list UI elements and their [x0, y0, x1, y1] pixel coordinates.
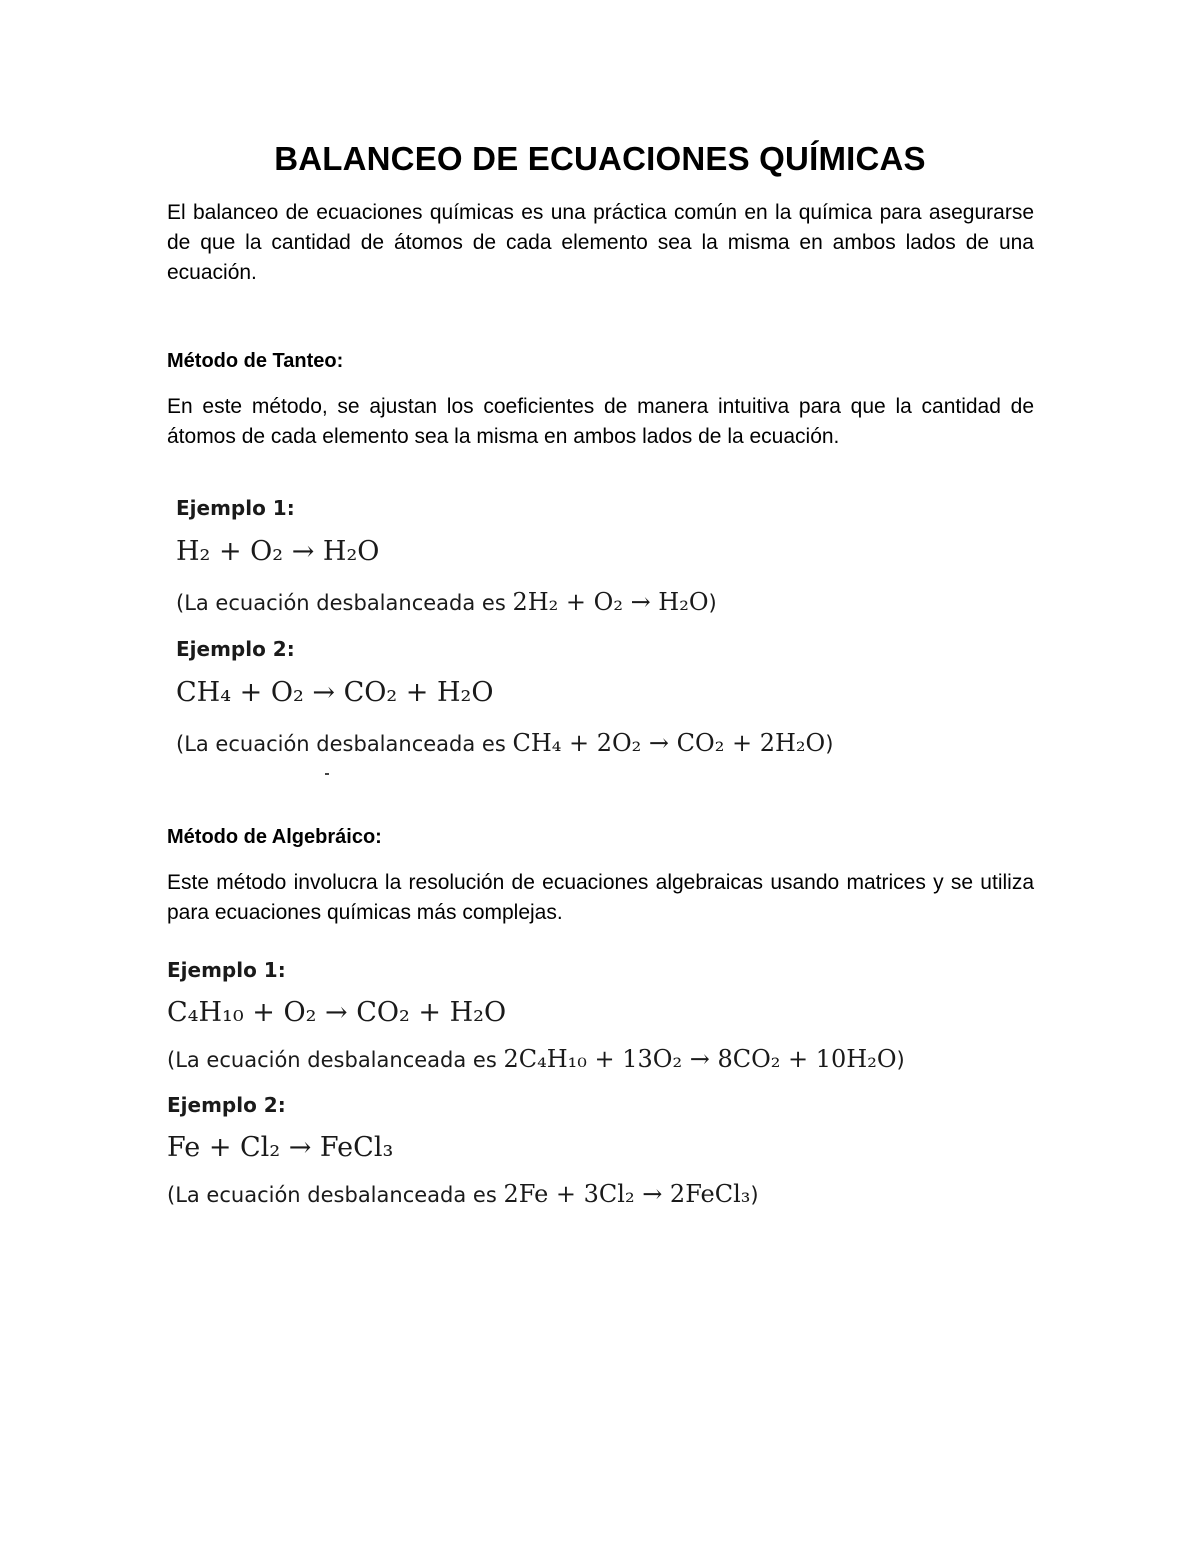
example-note [167, 1180, 759, 1208]
stray-mark [325, 773, 329, 775]
section-heading-algebraico: Método de Algebráico: [167, 826, 382, 848]
section-text-algebraico: Este método involucra la resolución de ecuaciones algebraicas usando matrices y se utiliza para ecuaciones químicas más complejas. [167, 871, 1034, 924]
note-equation: 2Fe + 3Cl₂ → 2FeCl₃ [503, 1180, 751, 1208]
page-title: BALANCEO DE ECUACIONES QUÍMICAS [274, 140, 926, 177]
example-note [176, 729, 833, 757]
example-equation: H₂ + O₂ → H₂O [176, 536, 380, 567]
note-prefix: (La ecuación desbalanceada es [176, 591, 513, 615]
example-note [176, 588, 717, 616]
example-note [167, 1045, 905, 1073]
example-equation: Fe + Cl₂ → FeCl₃ [167, 1132, 394, 1163]
example-equation: CH₄ + O₂ → CO₂ + H₂O [176, 677, 494, 708]
example-label: Ejemplo 1: [176, 496, 295, 520]
note-suffix: ) [750, 1183, 759, 1207]
note-suffix: ) [708, 591, 717, 615]
note-equation: 2H₂ + O₂ → H₂O [512, 588, 709, 616]
example-equation: C₄H₁₀ + O₂ → CO₂ + H₂O [167, 997, 507, 1028]
example-label: Ejemplo 1: [167, 958, 286, 982]
section-text-tanteo: En este método, se ajustan los coeficientes de manera intuitiva para que la cantidad de átomos de cada elemento sea la misma en ambos lados de la ecuación. [167, 395, 1034, 448]
section-heading-tanteo: Método de Tanteo: [167, 350, 344, 372]
note-equation: CH₄ + 2O₂ → CO₂ + 2H₂O [512, 729, 826, 757]
example-label: Ejemplo 2: [167, 1093, 286, 1117]
note-suffix: ) [896, 1048, 905, 1072]
note-prefix: (La ecuación desbalanceada es [167, 1183, 504, 1207]
note-suffix: ) [825, 732, 834, 756]
note-prefix: (La ecuación desbalanceada es [176, 732, 513, 756]
note-equation: 2C₄H₁₀ + 13O₂ → 8CO₂ + 10H₂O [503, 1045, 897, 1073]
example-label: Ejemplo 2: [176, 637, 295, 661]
note-prefix: (La ecuación desbalanceada es [167, 1048, 504, 1072]
intro-paragraph: El balanceo de ecuaciones químicas es una práctica común en la química para asegurarse de que la cantidad de átomos de cada elemento sea la misma en ambos lados de una ecuación. [167, 201, 1034, 284]
